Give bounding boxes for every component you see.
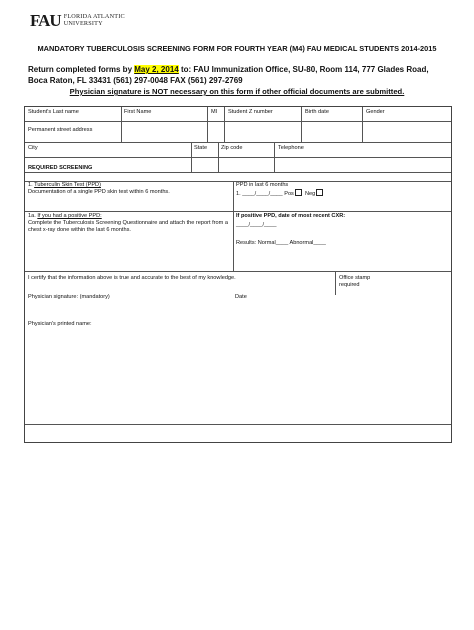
row-divider	[25, 211, 451, 212]
physician-printed-name-label: Physician's printed name:	[28, 321, 92, 327]
last-name-label: Student's Last name	[28, 109, 79, 115]
first-name-label: First Name	[124, 109, 152, 115]
col-divider	[207, 107, 208, 142]
cxr-heading: If positive PPD, date of most recent CXR:	[236, 213, 346, 219]
return-suffix: to: FAU Immunization Office, SU-80, Room 114, 777 Glades Road, Boca Raton, FL 33431 (561) 297-0048 FAX (561) 297-2769	[28, 65, 429, 85]
row-divider	[25, 157, 451, 158]
row-divider	[25, 121, 451, 122]
row-divider	[25, 172, 451, 173]
neg-checkbox[interactable]	[316, 189, 323, 196]
neg-label: Neg	[304, 191, 316, 197]
col-divider	[224, 107, 225, 142]
cxr-results-line: Results: Normal____ Abnormal____	[236, 240, 326, 246]
col-divider	[335, 271, 336, 295]
zip-label: Zip code	[221, 145, 243, 151]
return-prefix: Return completed forms by	[28, 65, 135, 74]
street-label: Permanent street address	[28, 127, 93, 133]
return-instructions	[28, 64, 448, 86]
row-divider	[25, 424, 451, 425]
ppd-test-number: 1.	[28, 182, 35, 188]
gender-label: Gender	[366, 109, 385, 115]
physician-note: Physician signature is NOT necessary on this form if other official documents are submitted.	[69, 87, 405, 96]
ppd-test-name: Tuberculin Skin Test (PPD)	[34, 182, 101, 188]
positive-ppd-heading: If you had a positive PPD:	[37, 213, 102, 219]
certification-statement: I certify that the information above is true and accurate to the best of my knowledge.	[28, 275, 236, 281]
ppd-test-description: Documentation of a single PPD skin test within 6 months.	[28, 189, 170, 195]
ppd-result-line	[236, 189, 323, 198]
logo-line1: FLORIDA ATLANTIC	[63, 13, 125, 20]
ppd-last-6-months-heading: PPD in last 6 months	[236, 182, 289, 188]
col-divider	[301, 107, 302, 142]
col-divider	[218, 142, 219, 172]
col-divider	[362, 107, 363, 142]
birth-date-label: Birth date	[305, 109, 329, 115]
student-z-label: Student Z number	[228, 109, 273, 115]
col-divider	[121, 107, 122, 142]
ppd-date-pos: 1. ____/____/____ Pos	[236, 191, 294, 197]
row-divider	[25, 271, 451, 272]
col-divider	[191, 142, 192, 172]
telephone-label: Telephone	[278, 145, 304, 151]
city-label: City	[28, 145, 38, 151]
fau-logo	[30, 12, 125, 29]
physician-signature-label: Physician signature: (mandatory)	[28, 294, 110, 300]
positive-ppd-instructions: Complete the Tuberculosis Screening Questionnaire and attach the report from a chest x-ray done within the last 6 months.	[28, 220, 228, 233]
positive-ppd-number: 1a.	[28, 213, 38, 219]
return-date: May 2, 2014	[134, 65, 179, 74]
date-label: Date	[235, 294, 247, 300]
col-divider	[274, 142, 275, 172]
logo-line2: UNIVERSITY	[63, 19, 103, 27]
mi-label: MI	[211, 109, 218, 115]
state-label: State	[194, 145, 208, 151]
form-title: MANDATORY TUBERCULOSIS SCREENING FORM FOR FOURTH YEAR (M4) FAU MEDICAL STUDENTS 2014-2015	[37, 44, 437, 53]
cxr-date-line: ____/____/____	[236, 222, 277, 228]
pos-checkbox[interactable]	[295, 189, 302, 196]
col-divider	[233, 181, 234, 271]
row-divider	[25, 142, 451, 143]
office-stamp-label: Office stamp required	[339, 275, 371, 288]
screening-form	[24, 106, 452, 443]
required-screening-heading: REQUIRED SCREENING	[28, 165, 93, 171]
positive-ppd-title	[28, 213, 102, 220]
logo-mark: FAU	[30, 11, 61, 30]
ppd-test-title	[28, 182, 101, 189]
logo-university-name	[64, 14, 125, 27]
